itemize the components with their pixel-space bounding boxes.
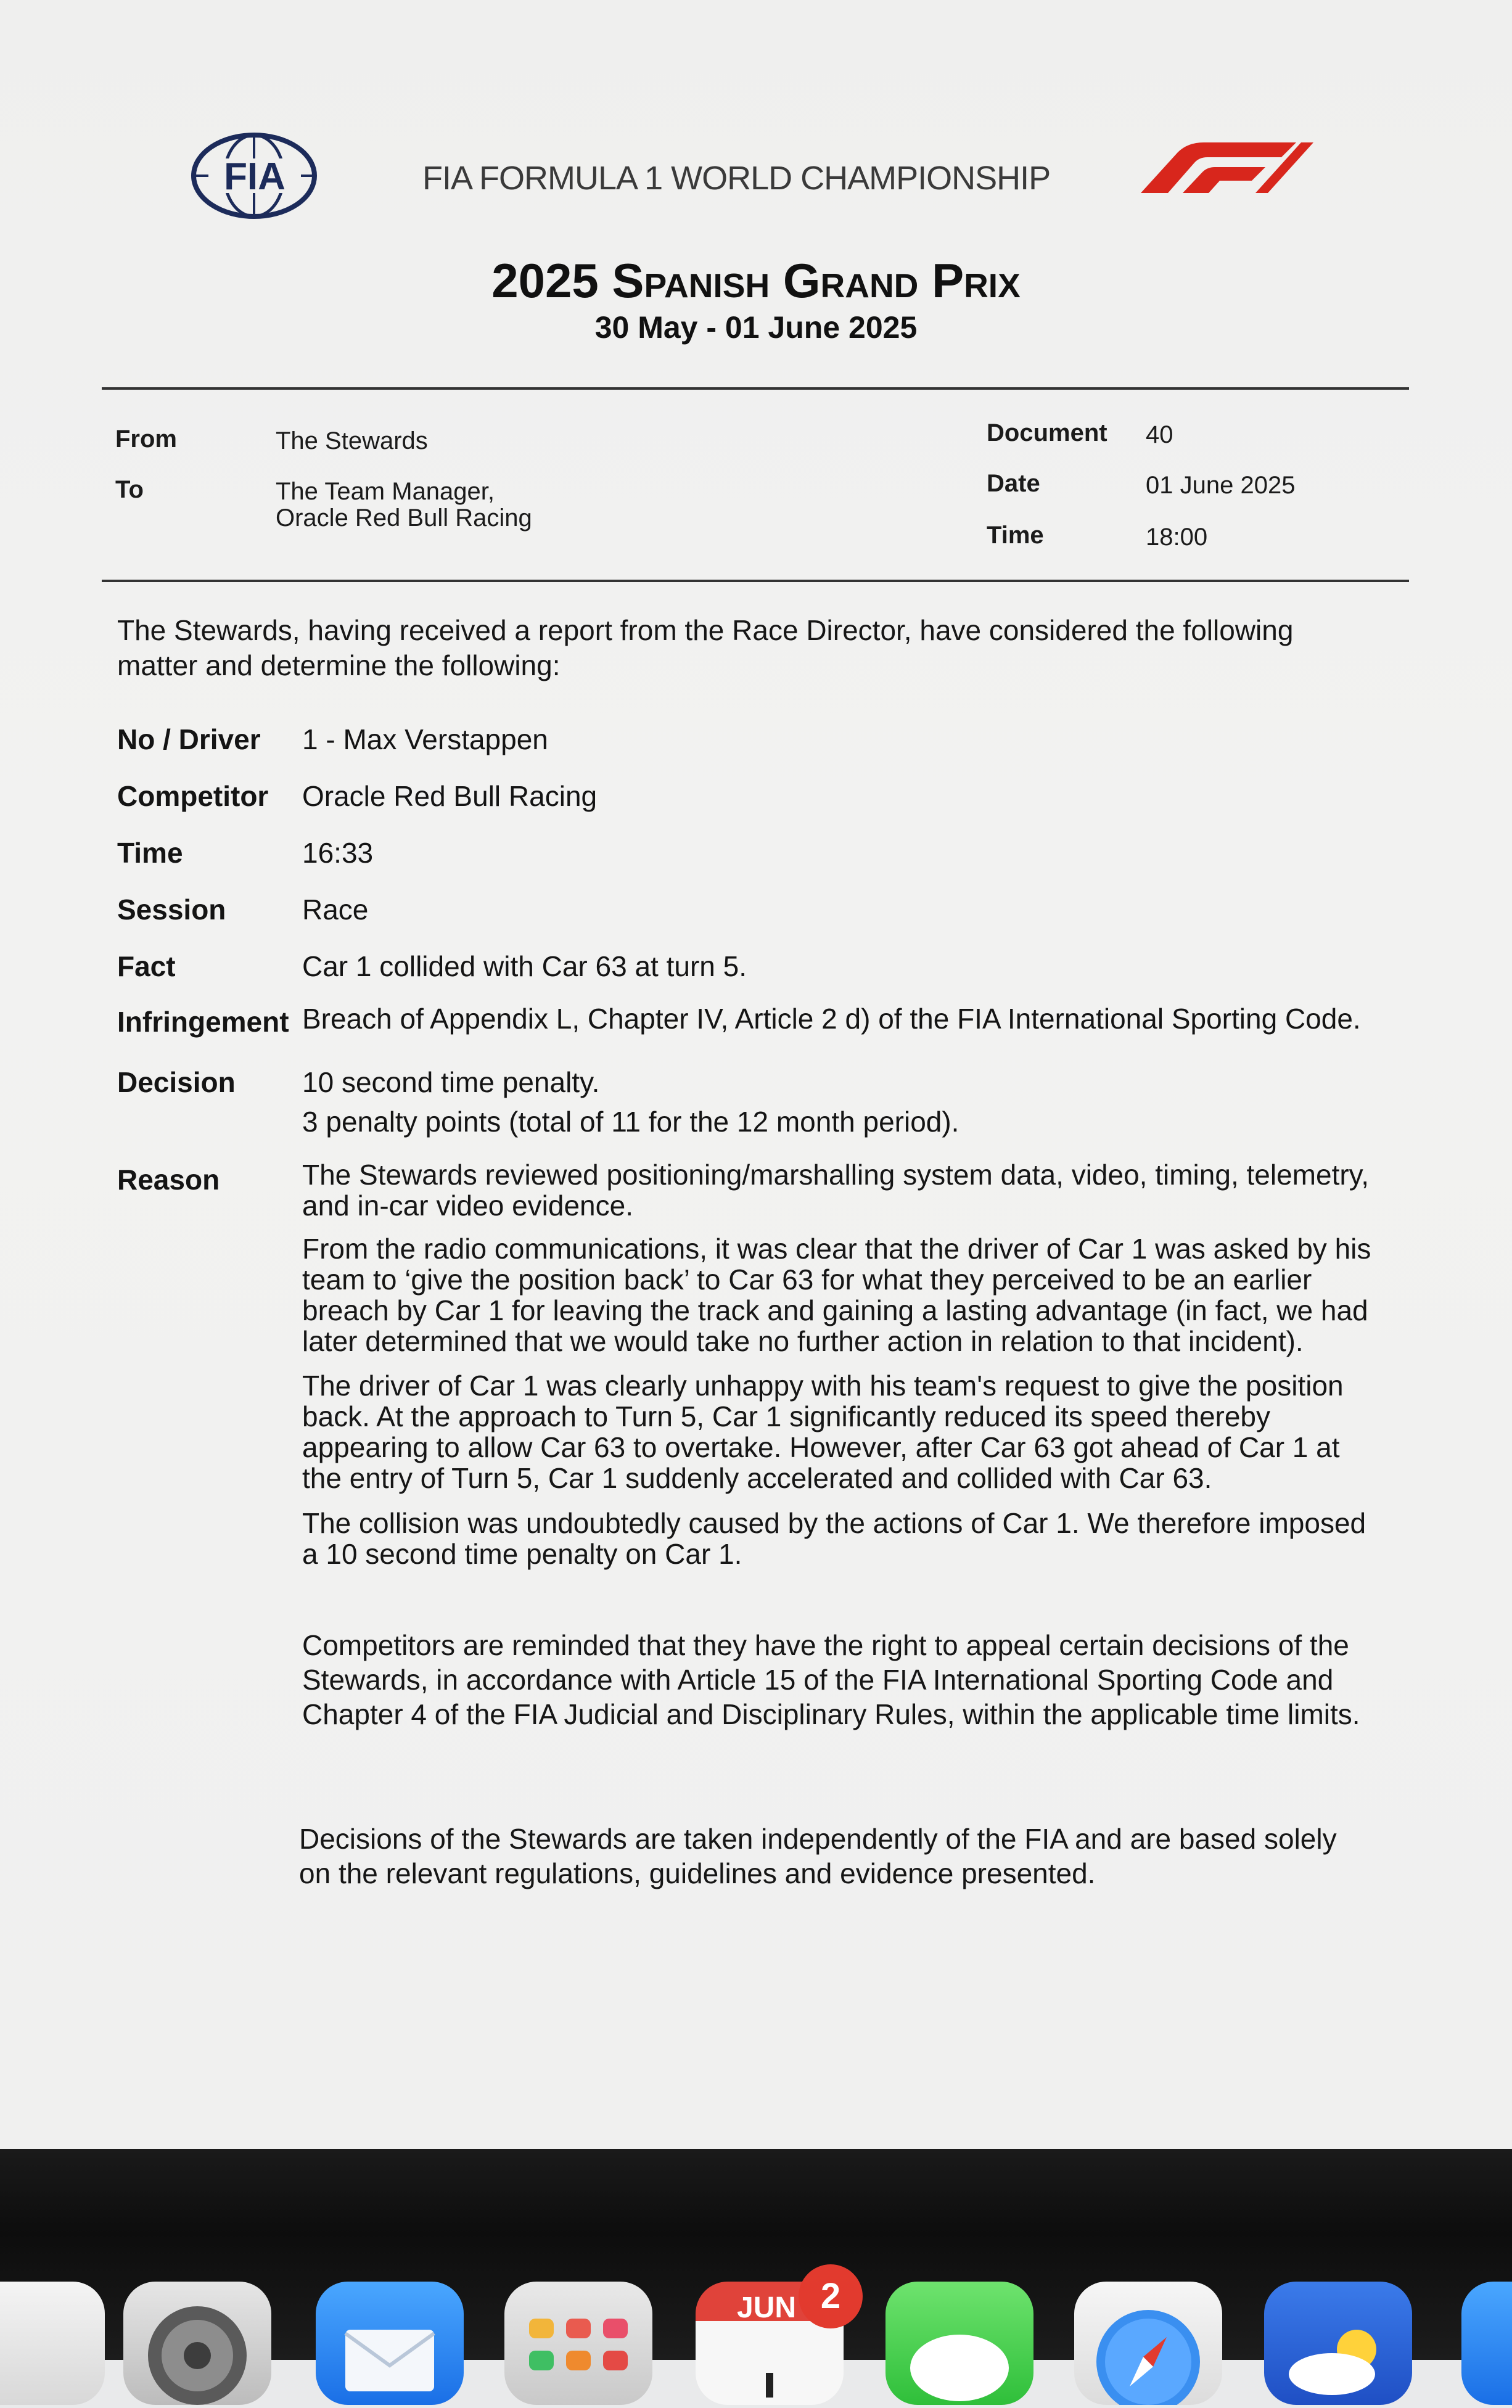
event-name: Spanish Grand Prix [612, 253, 1021, 308]
from-value: The Stewards [276, 427, 428, 454]
event-dates: 30 May - 01 June 2025 [594, 310, 918, 345]
decision-label: Decision [117, 1066, 236, 1098]
fia-logo-icon [191, 133, 318, 219]
appeal-line1: Competitors are reminded that they have the right to appeal certain decisions of the [302, 1629, 1349, 1661]
event-year: 2025 [491, 253, 599, 308]
reason-p1-line2: and in-car video evidence. [302, 1190, 633, 1222]
reason-p4-line1: The collision was undoubtedly caused by the actions of Car 1. We therefore imposed [302, 1507, 1366, 1539]
championship-title: FIA FORMULA 1 WORLD CHAMPIONSHIP [422, 160, 1051, 197]
independence-line1: Decisions of the Stewards are taken independently of the FIA and are based solely [299, 1823, 1337, 1855]
partial-dock-icon[interactable] [1461, 2282, 1512, 2405]
reason-label: Reason [117, 1164, 220, 1196]
svg-text:FIA: FIA [224, 155, 286, 198]
bottom-divider [102, 580, 1409, 582]
independence-paragraph [299, 1822, 1397, 1891]
event-title [0, 253, 1512, 309]
reason-p3-line2: back. At the approach to Turn 5, Car 1 significantly reduced its speed thereby [302, 1400, 1271, 1432]
to-value-line1: The Team Manager, [276, 478, 495, 505]
session-value: Race [302, 894, 369, 926]
decision-line1: 10 second time penalty. [302, 1066, 600, 1098]
calendar-month-label: JUN [737, 2291, 797, 2324]
top-divider [102, 387, 1409, 390]
reason-p2-line1: From the radio communications, it was clear that the driver of Car 1 was asked by his [302, 1233, 1371, 1265]
chat-bubble-icon [885, 2282, 1033, 2405]
reason-p2-line4: later determined that we would take no further action in relation to that incident). [302, 1325, 1304, 1357]
appeal-line3: Chapter 4 of the FIA Judicial and Disciplinary Rules, within the applicable time limits. [302, 1698, 1360, 1730]
time-value: 18:00 [1146, 524, 1208, 551]
infringement-value: Breach of Appendix L, Chapter IV, Article 2 d) of the FIA International Sporting Code. [302, 1003, 1361, 1035]
time-field-value: 16:33 [302, 837, 374, 869]
envelope-icon [316, 2282, 464, 2405]
infringement-label: Infringement [117, 1006, 289, 1038]
reason-p3-line1: The driver of Car 1 was clearly unhappy with his team's request to give the position [302, 1370, 1344, 1402]
app-grid-icon [504, 2282, 652, 2405]
f1-logo-icon [1135, 139, 1313, 194]
decision-line2: 3 penalty points (total of 11 for the 12 month period). [302, 1106, 959, 1138]
gear-icon [123, 2282, 271, 2405]
compass-icon [1074, 2282, 1222, 2405]
reason-paragraph-4 [302, 1508, 1400, 1569]
fact-value: Car 1 collided with Car 63 at turn 5. [302, 950, 747, 982]
system-settings-icon[interactable] [123, 2282, 271, 2405]
reason-paragraph-3 [302, 1370, 1400, 1494]
competitor-label: Competitor [117, 780, 269, 812]
safari-icon[interactable] [1074, 2282, 1222, 2405]
competitor-value: Oracle Red Bull Racing [302, 780, 598, 812]
finder-icon[interactable] [0, 2282, 105, 2405]
intro-line2: matter and determine the following: [117, 649, 561, 681]
reason-p3-line3: appearing to allow Car 63 to overtake. However, after Car 63 got ahead of Car 1 at [302, 1431, 1340, 1463]
session-label: Session [117, 894, 226, 926]
appeal-paragraph [302, 1628, 1400, 1732]
to-value-line2: Oracle Red Bull Racing [276, 504, 532, 532]
time-field-label: Time [117, 837, 183, 869]
calendar-notification-badge: 2 [799, 2264, 863, 2328]
independence-line2: on the relevant regulations, guidelines and evidence presented. [299, 1857, 1096, 1889]
reason-p1-line1: The Stewards reviewed positioning/marshalling system data, video, timing, telemetry, [302, 1159, 1370, 1191]
launchpad-icon[interactable] [504, 2282, 652, 2405]
to-label: To [115, 476, 144, 503]
time-label: Time [987, 522, 1044, 549]
mail-icon[interactable] [316, 2282, 464, 2405]
reason-p2-line3: breach by Car 1 for leaving the track and gaining a lasting advantage (in fact, we had [302, 1294, 1368, 1326]
driver-label: No / Driver [117, 723, 261, 755]
reason-paragraph-1 [302, 1159, 1400, 1221]
reason-p2-line2: team to ‘give the position back’ to Car 63 for what they perceived to be an earlier [302, 1264, 1312, 1296]
document-label: Document [987, 419, 1107, 446]
intro-line1: The Stewards, having received a report from the Race Director, have considered the following [117, 614, 1294, 646]
from-label: From [115, 425, 177, 453]
driver-value: 1 - Max Verstappen [302, 723, 548, 755]
weather-icon[interactable] [1264, 2282, 1412, 2405]
reason-p3-line4: the entry of Turn 5, Car 1 suddenly accelerated and collided with Car 63. [302, 1462, 1212, 1494]
sun-cloud-icon [1264, 2282, 1412, 2405]
fact-label: Fact [117, 950, 176, 982]
document-value: 40 [1146, 421, 1173, 448]
date-value: 01 June 2025 [1146, 472, 1296, 499]
date-label: Date [987, 470, 1040, 497]
reason-paragraph-2 [302, 1233, 1400, 1357]
reason-p4-line2: a 10 second time penalty on Car 1. [302, 1538, 742, 1570]
messages-icon[interactable] [885, 2282, 1033, 2405]
appeal-line2: Stewards, in accordance with Article 15 of the FIA International Sporting Code and [302, 1664, 1334, 1696]
